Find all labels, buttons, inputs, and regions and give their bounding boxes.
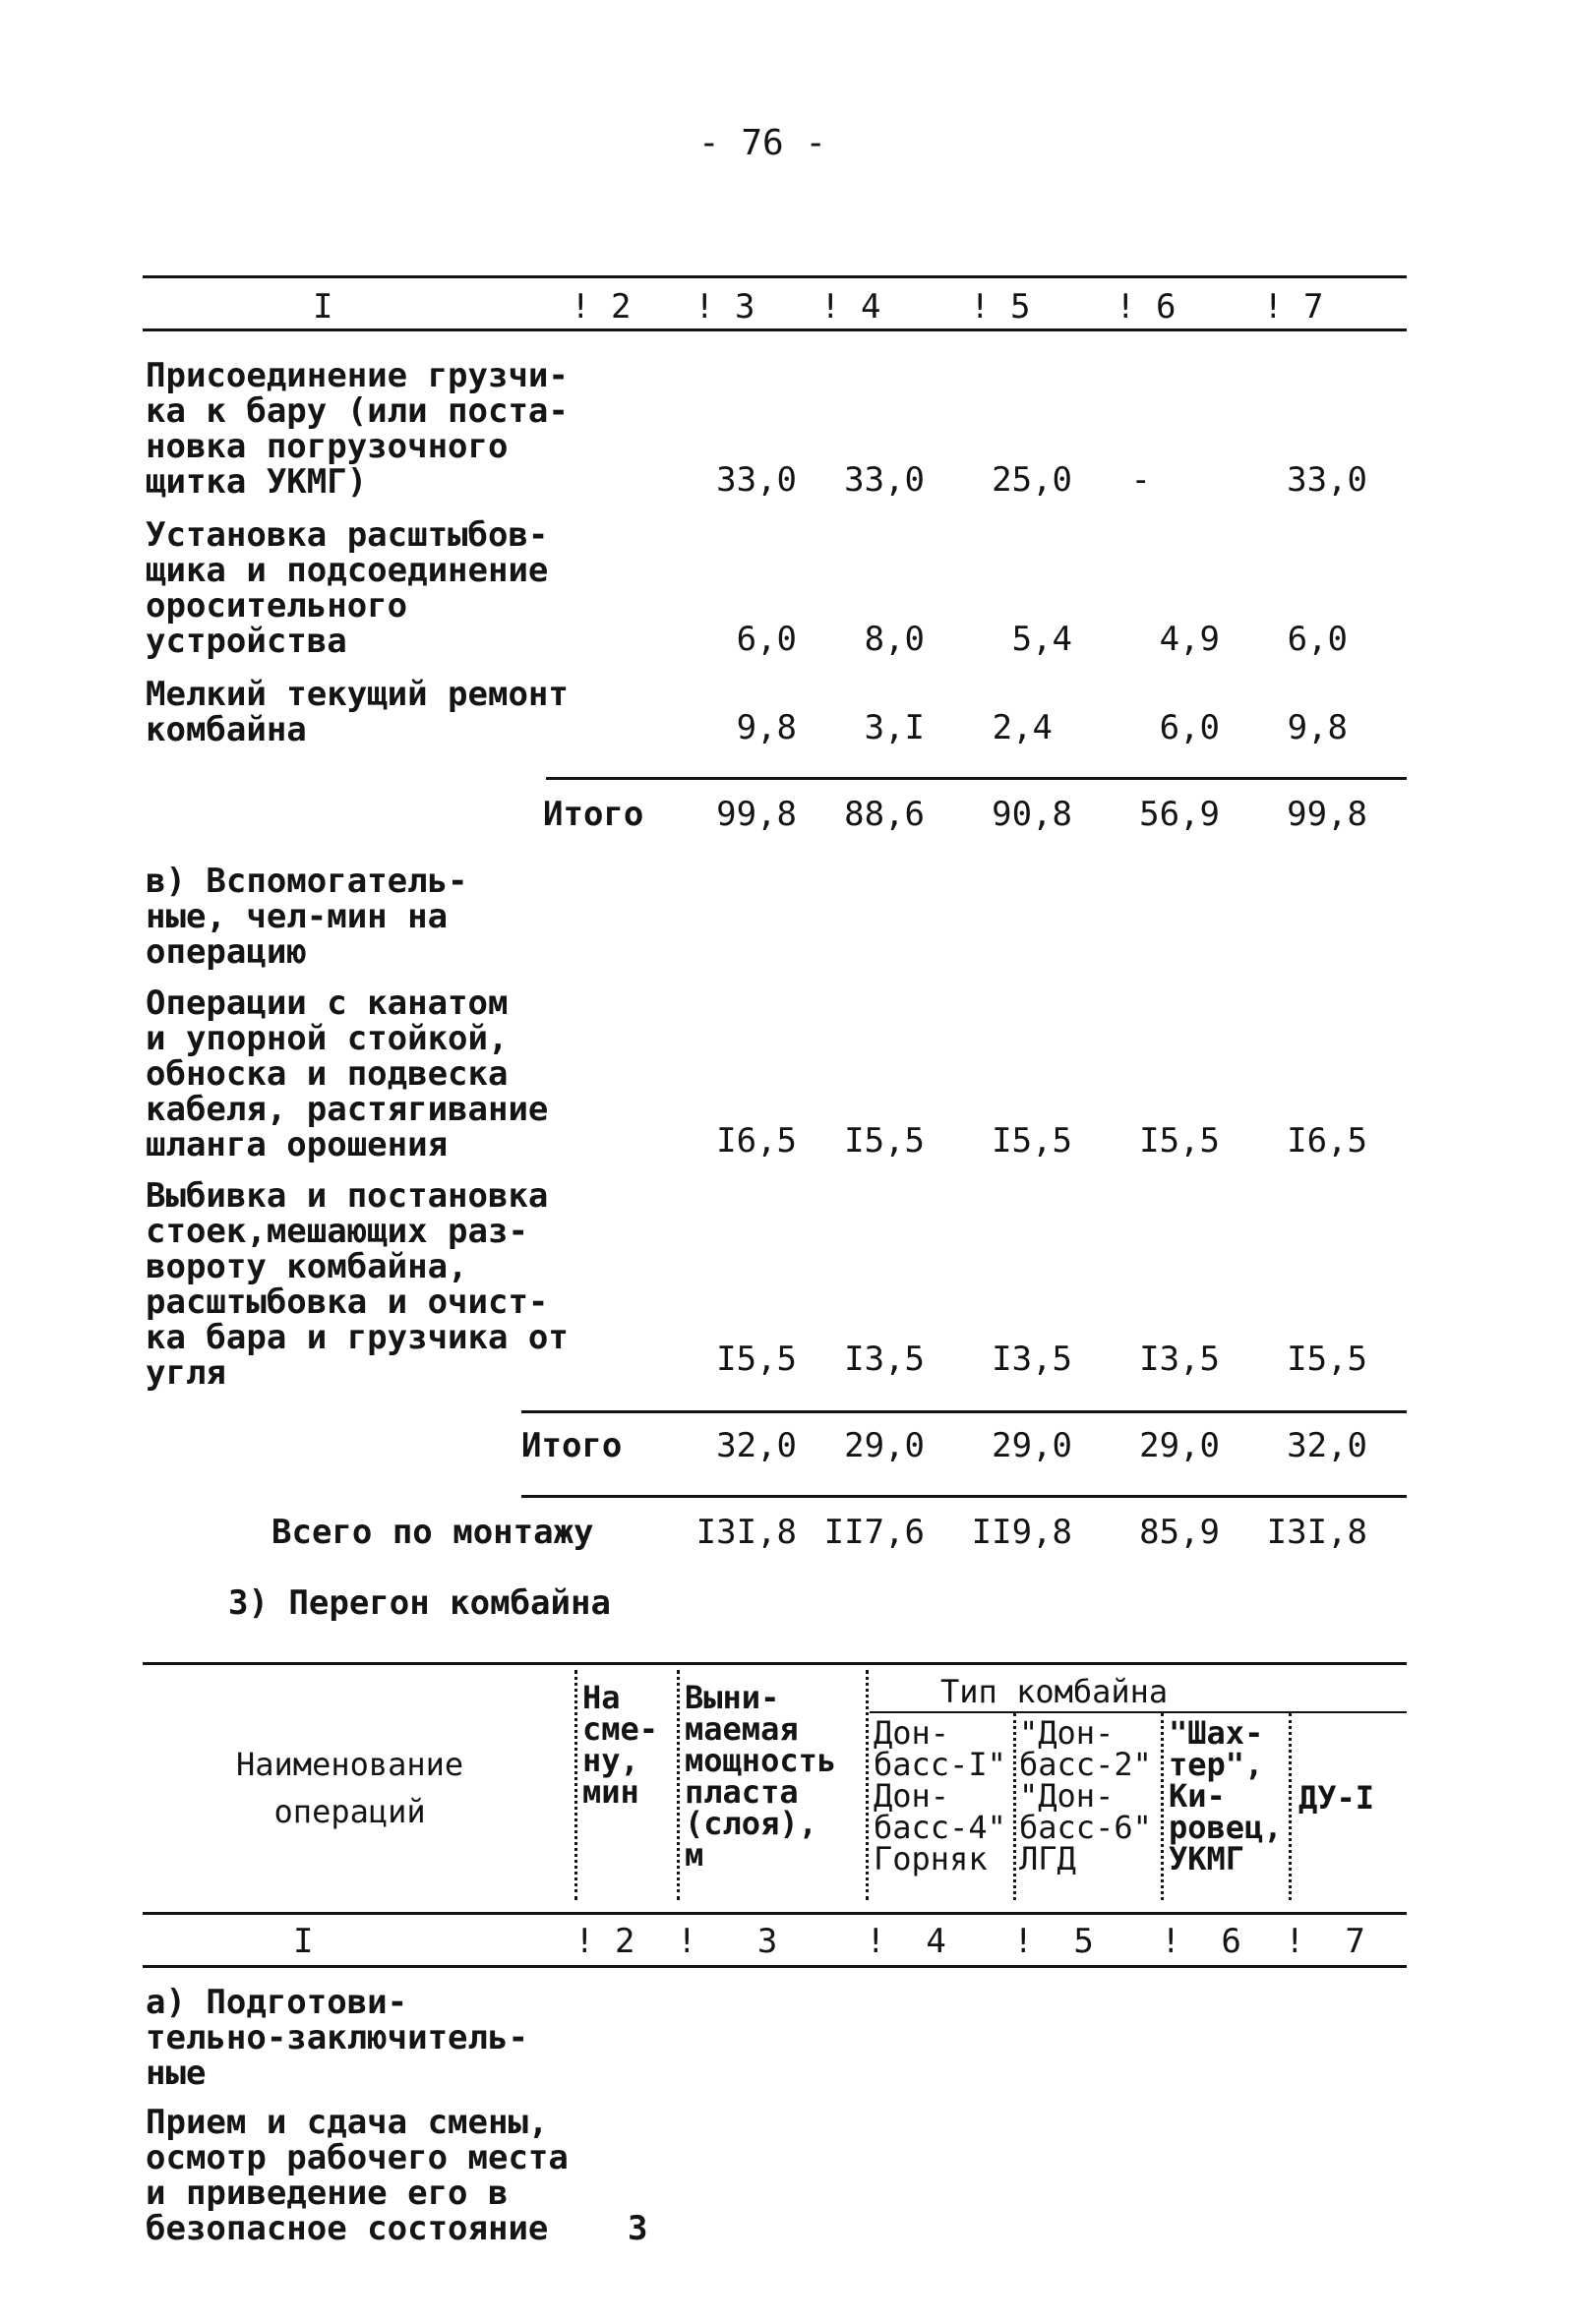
table2-col3-number: ! 3 bbox=[677, 1922, 778, 1961]
table1-top-rule bbox=[143, 275, 1407, 278]
header-combine-donbass2: "Дон- басс-2" "Дон- басс-6" ЛГД bbox=[1019, 1714, 1152, 1877]
cell-value: 25,0 bbox=[992, 460, 1072, 500]
cell-value: I3I,8 bbox=[695, 1513, 797, 1552]
cell-value: 33,0 bbox=[844, 460, 925, 500]
row-label: Мелкий текущий ремонт комбайна bbox=[146, 675, 569, 749]
cell-value: 90,8 bbox=[992, 795, 1072, 834]
cell-value: 88,6 bbox=[844, 795, 925, 834]
header-combine-type: Тип комбайна bbox=[940, 1673, 1169, 1710]
row-label: Операции с канатом и упорной стойкой, обноска и подвеска кабеля, растягивание шланга орошения bbox=[146, 983, 549, 1164]
table2-col5-number: ! 5 bbox=[1013, 1922, 1094, 1961]
cell-value: 9,8 bbox=[736, 708, 797, 747]
header-per-shift: На сме- ну, мин bbox=[582, 1679, 659, 1811]
cell-value: 2,4 bbox=[992, 708, 1053, 747]
table1-header-rule bbox=[143, 328, 1407, 331]
header-separator bbox=[1289, 1713, 1292, 1900]
header-separator bbox=[677, 1670, 680, 1900]
cell-value: II9,8 bbox=[971, 1513, 1072, 1552]
subtotal-rule bbox=[521, 1410, 1407, 1413]
cell-value: 32,0 bbox=[716, 1426, 797, 1465]
cell-value: I3,5 bbox=[992, 1340, 1072, 1379]
table1-col2-number: ! 2 bbox=[571, 287, 632, 327]
table2-col4-number: ! 4 bbox=[866, 1922, 946, 1961]
table2-header-rule bbox=[143, 1912, 1407, 1915]
header-combine-donbass1: Дон- басс-I" Дон- басс-4" Горняк bbox=[874, 1714, 1006, 1877]
header-combine-du1: ДУ-I bbox=[1298, 1779, 1375, 1817]
table1-col4-number: ! 4 bbox=[820, 287, 881, 327]
cell-value: 8,0 bbox=[864, 620, 925, 659]
table2-col7-number: ! 7 bbox=[1285, 1922, 1365, 1961]
row-label: Присоединение грузчи- ка к бару (или поста- новка погрузочного щитка УКМГ) bbox=[146, 356, 569, 502]
grand-total-rule bbox=[521, 1495, 1407, 1498]
cell-value: I3I,8 bbox=[1266, 1513, 1367, 1552]
cell-value: II7,6 bbox=[823, 1513, 925, 1552]
table2-top-rule bbox=[143, 1662, 1407, 1665]
header-separator bbox=[866, 1670, 869, 1900]
cell-value: 6,0 bbox=[1287, 620, 1348, 659]
cell-value: 3,I bbox=[864, 708, 925, 747]
cell-value: 85,9 bbox=[1139, 1513, 1220, 1552]
group-underline bbox=[870, 1711, 1407, 1713]
cell-value: 32,0 bbox=[1287, 1426, 1367, 1465]
header-separator bbox=[1161, 1713, 1164, 1900]
cell-value: I5,5 bbox=[1287, 1340, 1367, 1379]
cell-value: - bbox=[1130, 460, 1151, 500]
cell-value: I5,5 bbox=[716, 1340, 797, 1379]
cell-value: 6,0 bbox=[736, 620, 797, 659]
table2-col6-number: ! 6 bbox=[1161, 1922, 1241, 1961]
cell-value: 99,8 bbox=[1287, 795, 1367, 834]
cell-value: I6,5 bbox=[716, 1121, 797, 1161]
section-heading-a: а) Подготови- тельно-заключитель- ные bbox=[146, 1983, 528, 2093]
cell-value: 3 bbox=[628, 2209, 648, 2248]
cell-value: 33,0 bbox=[716, 460, 797, 500]
subtotal-label: Итого bbox=[521, 1426, 623, 1465]
subtotal-rule bbox=[546, 777, 1407, 780]
cell-value: I5,5 bbox=[844, 1121, 925, 1161]
cell-value: 56,9 bbox=[1139, 795, 1220, 834]
page-number: - 76 - bbox=[698, 123, 827, 163]
row-label: Установка расштыбов- щика и подсоединение оросительного устройства bbox=[146, 515, 549, 661]
cell-value: 4,9 bbox=[1159, 620, 1220, 659]
section-title: 3) Перегон комбайна bbox=[228, 1583, 611, 1623]
table1-col1-number: I bbox=[313, 287, 333, 327]
subtotal-label: Итого bbox=[543, 795, 644, 834]
cell-value: 6,0 bbox=[1159, 708, 1220, 747]
cell-value: 99,8 bbox=[716, 795, 797, 834]
cell-value: I6,5 bbox=[1287, 1121, 1367, 1161]
cell-value: I3,5 bbox=[844, 1340, 925, 1379]
table1-col5-number: ! 5 bbox=[970, 287, 1031, 327]
header-operations: Наименование операций bbox=[236, 1746, 464, 1830]
table2-col1-number: I bbox=[293, 1922, 314, 1961]
row-label: Выбивка и постановка стоек,мешающих раз- вороту комбайна, расштыбовка и очист- ка бара и грузчика от угля bbox=[146, 1176, 569, 1393]
section-heading-b: в) Вспомогатель- ные, чел-мин на операцию bbox=[146, 862, 468, 972]
cell-value: I5,5 bbox=[1139, 1121, 1220, 1161]
table1-col6-number: ! 6 bbox=[1116, 287, 1177, 327]
row-label: Прием и сдача смены, осмотр рабочего места и приведение его в безопасное состояние bbox=[146, 2103, 569, 2248]
header-separator bbox=[1013, 1713, 1016, 1900]
header-combine-shakhter: "Шах- тер", Ки- ровец, УКМГ bbox=[1169, 1714, 1283, 1877]
header-separator bbox=[574, 1670, 577, 1900]
cell-value: I5,5 bbox=[992, 1121, 1072, 1161]
table1-col7-number: ! 7 bbox=[1263, 287, 1324, 327]
table1-col3-number: ! 3 bbox=[694, 287, 755, 327]
cell-value: 9,8 bbox=[1287, 708, 1348, 747]
grand-total-label: Всего по монтажу bbox=[272, 1513, 594, 1552]
table2-col2-number: ! 2 bbox=[574, 1922, 635, 1961]
cell-value: I3,5 bbox=[1139, 1340, 1220, 1379]
cell-value: 33,0 bbox=[1287, 460, 1367, 500]
table2-number-rule bbox=[143, 1965, 1407, 1968]
cell-value: 29,0 bbox=[992, 1426, 1072, 1465]
cell-value: 5,4 bbox=[1011, 620, 1072, 659]
cell-value: 29,0 bbox=[1139, 1426, 1220, 1465]
header-seam-thickness: Выни- маемая мощность пласта (слоя), м bbox=[685, 1679, 837, 1874]
cell-value: 29,0 bbox=[844, 1426, 925, 1465]
